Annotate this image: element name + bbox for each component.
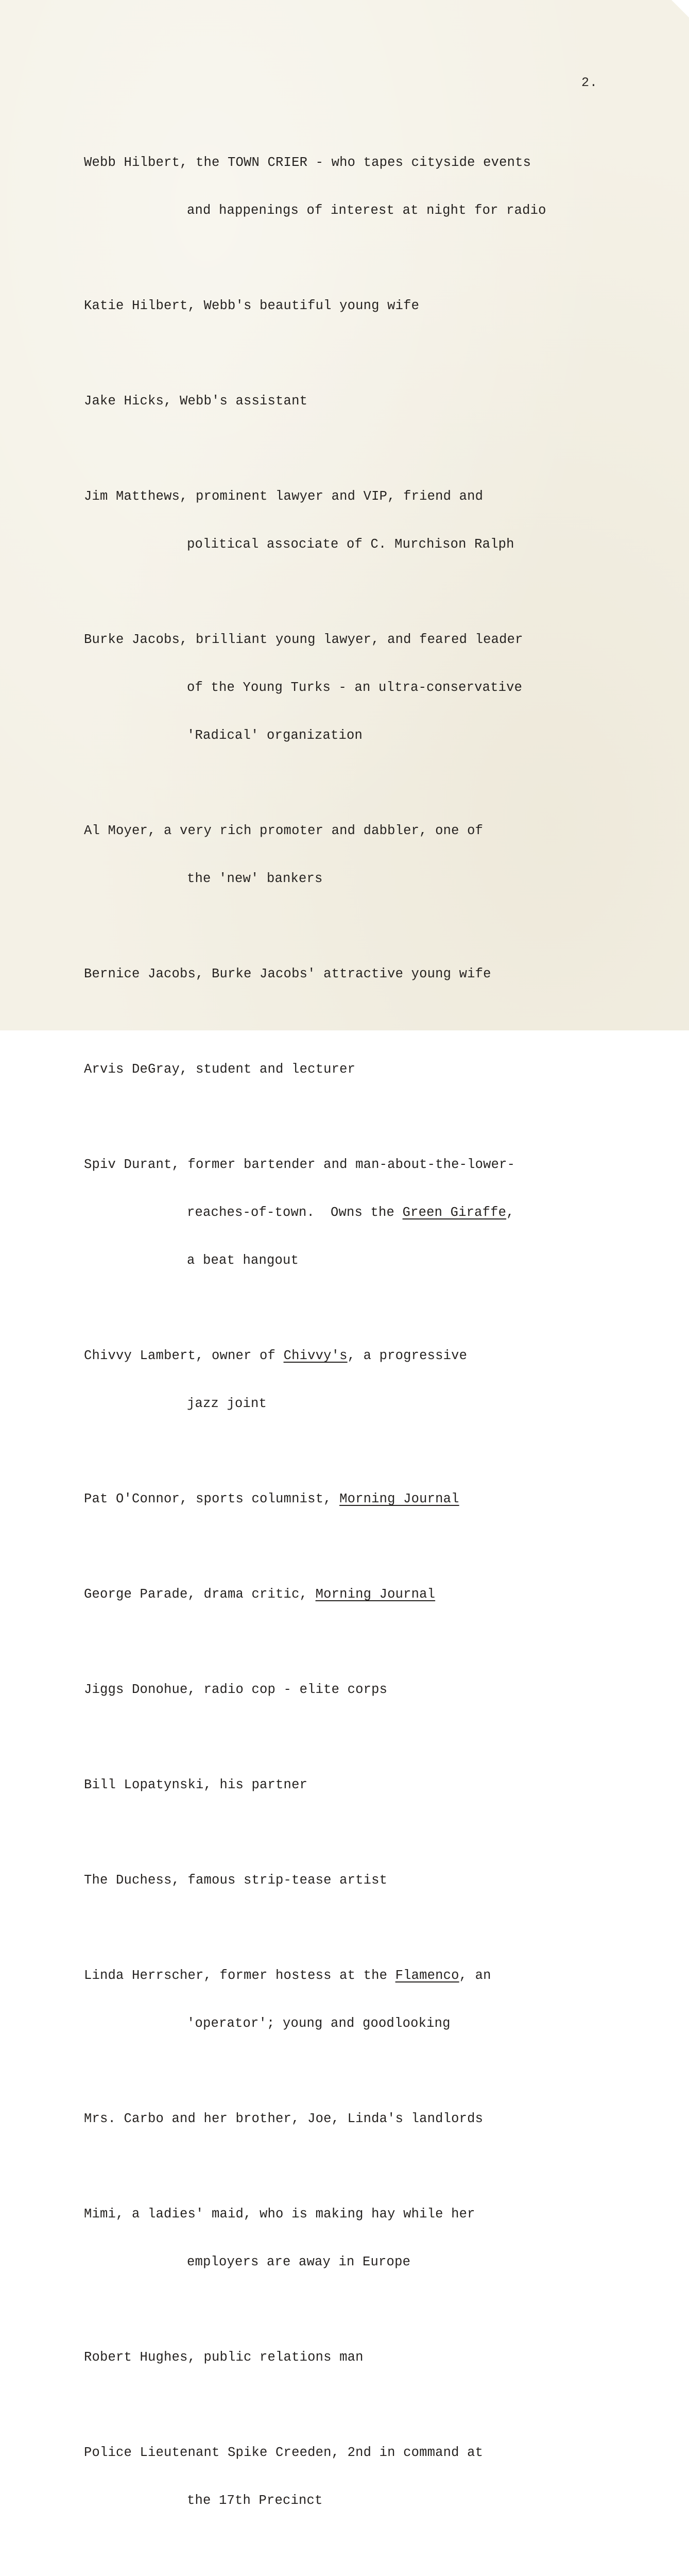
character-entry bbox=[84, 1125, 619, 1300]
entry-line: Jake Hicks, Webb's assistant bbox=[84, 394, 308, 409]
entry-line: Katie Hilbert, Webb's beautiful young wife bbox=[84, 298, 420, 313]
entry-text: Linda Herrscher, former hostess at the bbox=[84, 1968, 395, 1983]
character-entry bbox=[84, 1554, 619, 1634]
entry-line: 'Radical' organization bbox=[187, 728, 363, 743]
character-entry bbox=[84, 266, 619, 346]
entry-line: of the Young Turks - an ultra-conservative bbox=[187, 680, 523, 695]
entry-text: , an bbox=[459, 1968, 491, 1983]
entry-line: Al Moyer, a very rich promoter and dabbler, one of bbox=[84, 823, 484, 838]
entry-line: the 17th Precinct bbox=[187, 2493, 323, 2508]
entry-line: Mrs. Carbo and her brother, Joe, Linda's landlords bbox=[84, 2111, 484, 2126]
entry-line: Burke Jacobs, brilliant young lawyer, and feared leader bbox=[84, 632, 523, 647]
character-entry bbox=[84, 791, 619, 919]
entry-text: , bbox=[506, 1205, 514, 1220]
entry-line: Arvis DeGray, student and lecturer bbox=[84, 1062, 356, 1077]
entry-line: Bill Lopatynski, his partner bbox=[84, 1777, 308, 1792]
character-entry bbox=[84, 1936, 619, 2063]
entry-line: Mimi, a ladies' maid, who is making hay while her bbox=[84, 2207, 475, 2222]
character-entry bbox=[84, 2317, 619, 2397]
character-entry bbox=[84, 456, 619, 584]
entry-line: Bernice Jacobs, Burke Jacobs' attractive young wife bbox=[84, 967, 491, 981]
entry-line: employers are away in Europe bbox=[187, 2255, 411, 2269]
entry-line: the 'new' bankers bbox=[187, 871, 323, 886]
character-entry bbox=[84, 123, 619, 250]
underlined-publication-name: Morning Journal bbox=[315, 1587, 436, 1602]
entry-line: political associate of C. Murchison Ralph bbox=[187, 537, 514, 552]
entry-line: jazz joint bbox=[187, 1396, 267, 1411]
entry-line: Robert Hughes, public relations man bbox=[84, 2350, 364, 2365]
entry-text: George Parade, drama critic, bbox=[84, 1587, 316, 1602]
entry-line bbox=[84, 1491, 619, 1507]
entry-text: , a progressive bbox=[347, 1348, 468, 1363]
entry-line: a beat hangout bbox=[187, 1253, 299, 1268]
character-entry bbox=[84, 1650, 619, 1730]
entry-line bbox=[84, 1968, 619, 1984]
entry-line: Spiv Durant, former bartender and man-about-the-lower- bbox=[84, 1157, 515, 1172]
entry-line: and happenings of interest at night for radio bbox=[187, 203, 546, 218]
entry-line: Webb Hilbert, the TOWN CRIER - who tapes cityside events bbox=[84, 155, 531, 170]
character-entry bbox=[84, 1316, 619, 1444]
entry-line: Police Lieutenant Spike Creeden, 2nd in command at bbox=[84, 2445, 484, 2460]
folded-corner bbox=[671, 0, 689, 18]
entry-text: reaches-of-town. Owns the bbox=[187, 1205, 403, 1220]
character-entry bbox=[84, 2079, 619, 2159]
character-entry bbox=[84, 1745, 619, 1825]
entry-line: Jim Matthews, prominent lawyer and VIP, friend and bbox=[84, 489, 484, 504]
entry-text: Pat O'Connor, sports columnist, bbox=[84, 1492, 340, 1506]
entry-text: Chivvy Lambert, owner of bbox=[84, 1348, 284, 1363]
entry-line bbox=[84, 1586, 619, 1602]
entry-line bbox=[84, 1348, 619, 1364]
underlined-venue-name: Flamenco bbox=[395, 1968, 459, 1983]
entry-line: The Duchess, famous strip-tease artist bbox=[84, 1873, 388, 1888]
character-list bbox=[84, 123, 619, 2576]
underlined-publication-name: Morning Journal bbox=[339, 1492, 459, 1506]
character-entry bbox=[84, 2174, 619, 2302]
entry-line: Jiggs Donohue, radio cop - elite corps bbox=[84, 1682, 388, 1697]
page-number: 2. bbox=[581, 75, 598, 90]
character-entry bbox=[84, 2556, 619, 2576]
character-entry bbox=[84, 361, 619, 441]
entry-line: 'operator'; young and goodlooking bbox=[187, 2016, 451, 2031]
character-entry bbox=[84, 1459, 619, 1539]
character-entry bbox=[84, 1840, 619, 1920]
character-entry bbox=[84, 2413, 619, 2540]
character-entry bbox=[84, 934, 619, 1014]
character-entry bbox=[84, 1029, 619, 1109]
entry-line bbox=[84, 1205, 619, 1221]
underlined-venue-name: Green Giraffe bbox=[402, 1205, 507, 1220]
character-entry bbox=[84, 600, 619, 775]
underlined-venue-name: Chivvy's bbox=[283, 1348, 348, 1363]
